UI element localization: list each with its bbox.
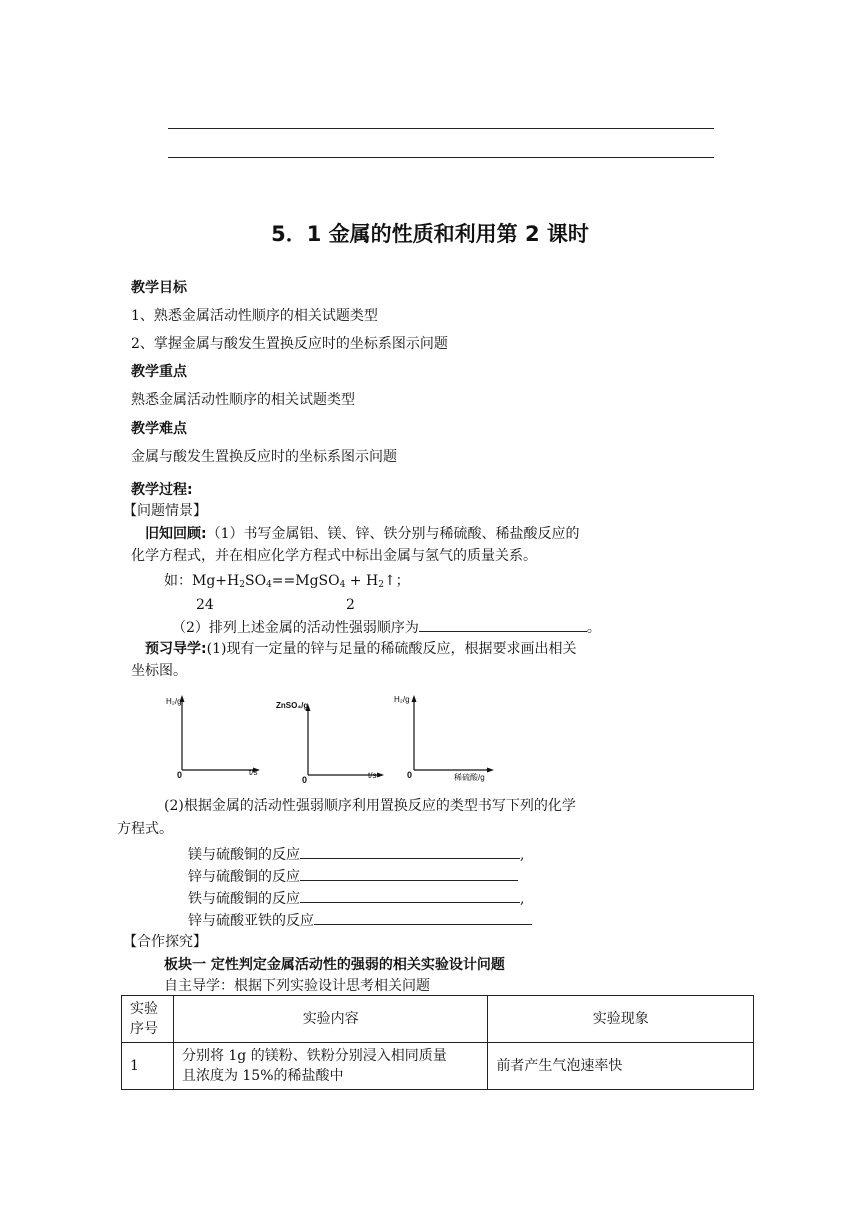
- header-cell-content: 实验内容: [173, 996, 487, 1043]
- key-points-text: 熟悉金属活动性顺序的相关试题类型: [131, 392, 355, 408]
- header-rule-top: [168, 128, 714, 129]
- eq-sub: 2: [378, 580, 384, 590]
- question-2-end: 。: [586, 620, 601, 636]
- graph-2-xlabel: t/s: [368, 771, 377, 780]
- review-line-1: [145, 525, 580, 543]
- reaction-answer-blank[interactable]: [314, 910, 532, 925]
- example-equation: [164, 572, 410, 594]
- reaction-answer-blank[interactable]: [300, 866, 518, 881]
- mass-label-mg: 24: [196, 597, 214, 613]
- question-2-line: [172, 617, 601, 637]
- reaction-label: 镁与硫酸铜的反应: [188, 847, 300, 863]
- answer-blank-order[interactable]: [419, 617, 587, 632]
- part2-line-2: 方程式。: [117, 821, 173, 837]
- graph-3-xlabel: 稀硫酸/g: [454, 773, 485, 782]
- eq-sub: 4: [339, 580, 346, 590]
- reaction-end: ,: [520, 847, 525, 863]
- row-no: 1: [122, 1043, 174, 1090]
- eq-part: + H: [345, 573, 379, 589]
- reaction-label: 铁与硫酸铜的反应: [188, 891, 300, 907]
- eq-sub: 4: [266, 580, 272, 590]
- graph-2-ylabel: ZnSO₄/g: [276, 701, 309, 710]
- review-line-2: 化学方程式，并在相应化学方程式中标出金属与氢气的质量关系。: [131, 548, 537, 564]
- example-prefix: 如：: [164, 573, 192, 589]
- header-rule-bottom: [168, 157, 714, 158]
- goal-item-2: 2、掌握金属与酸发生置换反应时的坐标系图示问题: [131, 336, 448, 352]
- reaction-row-1: [188, 844, 524, 864]
- difficulties-heading: 教学难点: [131, 421, 187, 437]
- graph-znso4-vs-time: [276, 695, 388, 787]
- graph-3-origin: 0: [407, 770, 413, 780]
- reaction-answer-blank[interactable]: [300, 888, 520, 903]
- eq-part: Mg+H: [192, 573, 240, 589]
- reaction-row-2: [188, 866, 518, 886]
- graph-1-ylabel: H₂/g: [166, 697, 182, 706]
- experiment-table: [121, 995, 754, 1090]
- goal-item-1: 1、熟悉金属活动性顺序的相关试题类型: [131, 308, 378, 324]
- row-result: 前者产生气泡速率快: [488, 1043, 754, 1090]
- key-points-heading: 教学重点: [131, 364, 187, 380]
- process-heading: 教学过程:: [131, 482, 193, 498]
- reaction-answer-blank[interactable]: [300, 844, 520, 859]
- graph-1-origin: 0: [177, 770, 183, 780]
- review-text-1: （1）书写金属铝、镁、锌、铁分别与稀硫酸、稀盐酸反应的: [206, 526, 580, 542]
- preview-line-2: 坐标图。: [131, 663, 187, 679]
- table-header-row: [122, 996, 754, 1043]
- reaction-end: ,: [520, 891, 525, 907]
- graph-h2-vs-time: [160, 690, 272, 782]
- section-problem-context: 【问题情景】: [123, 503, 207, 519]
- table-row: [122, 1043, 754, 1090]
- graph-1-xlabel: t/s: [249, 768, 258, 777]
- reaction-row-4: [188, 910, 532, 930]
- row-content-line: 分别将 1g 的镁粉、铁粉分别浸入相同质量: [181, 1048, 447, 1064]
- graph-2-origin: 0: [302, 775, 308, 785]
- preview-line-1: [145, 640, 576, 658]
- preview-label: 预习导学:: [145, 641, 207, 657]
- page-title: 5．1 金属的性质和利用第 2 课时: [271, 222, 589, 246]
- row-content-line: 且浓度为 15%的稀盐酸中: [181, 1068, 344, 1084]
- graph-3-ylabel: H₂/g: [394, 695, 410, 704]
- block-one-title: 板块一 定性判定金属活动性的强弱的相关实验设计问题: [164, 957, 505, 973]
- review-label: 旧知回顾:: [145, 526, 207, 542]
- graph-h2-vs-acid: [392, 690, 504, 782]
- goals-heading: 教学目标: [131, 280, 187, 296]
- eq-sub: 2: [239, 580, 245, 590]
- eq-part: ==MgSO: [271, 573, 340, 589]
- coop-heading: 【合作探究】: [123, 934, 207, 950]
- mass-label-h2: 2: [346, 597, 355, 613]
- question-2-text: （2）排列上述金属的活动性强弱顺序为: [172, 620, 419, 636]
- reaction-label: 锌与硫酸铜的反应: [188, 869, 300, 885]
- reaction-label: 锌与硫酸亚铁的反应: [188, 913, 314, 929]
- header-cell-result: 实验现象: [488, 996, 754, 1043]
- row-content: [173, 1043, 487, 1090]
- part2-line-1: (2)根据金属的活动性强弱顺序利用置换反应的类型书写下列的化学: [164, 798, 576, 814]
- header-cell-no: 实验序号: [122, 996, 174, 1043]
- eq-part: SO: [244, 573, 267, 589]
- eq-part: ↑；: [383, 573, 410, 589]
- preview-text-1: (1)现有一定量的锌与足量的稀硫酸反应，根据要求画出相关: [206, 641, 577, 657]
- self-study-line: 自主导学：根据下列实验设计思考相关问题: [164, 978, 430, 994]
- difficulties-text: 金属与酸发生置换反应时的坐标系图示问题: [131, 449, 397, 465]
- reaction-row-3: [188, 888, 524, 908]
